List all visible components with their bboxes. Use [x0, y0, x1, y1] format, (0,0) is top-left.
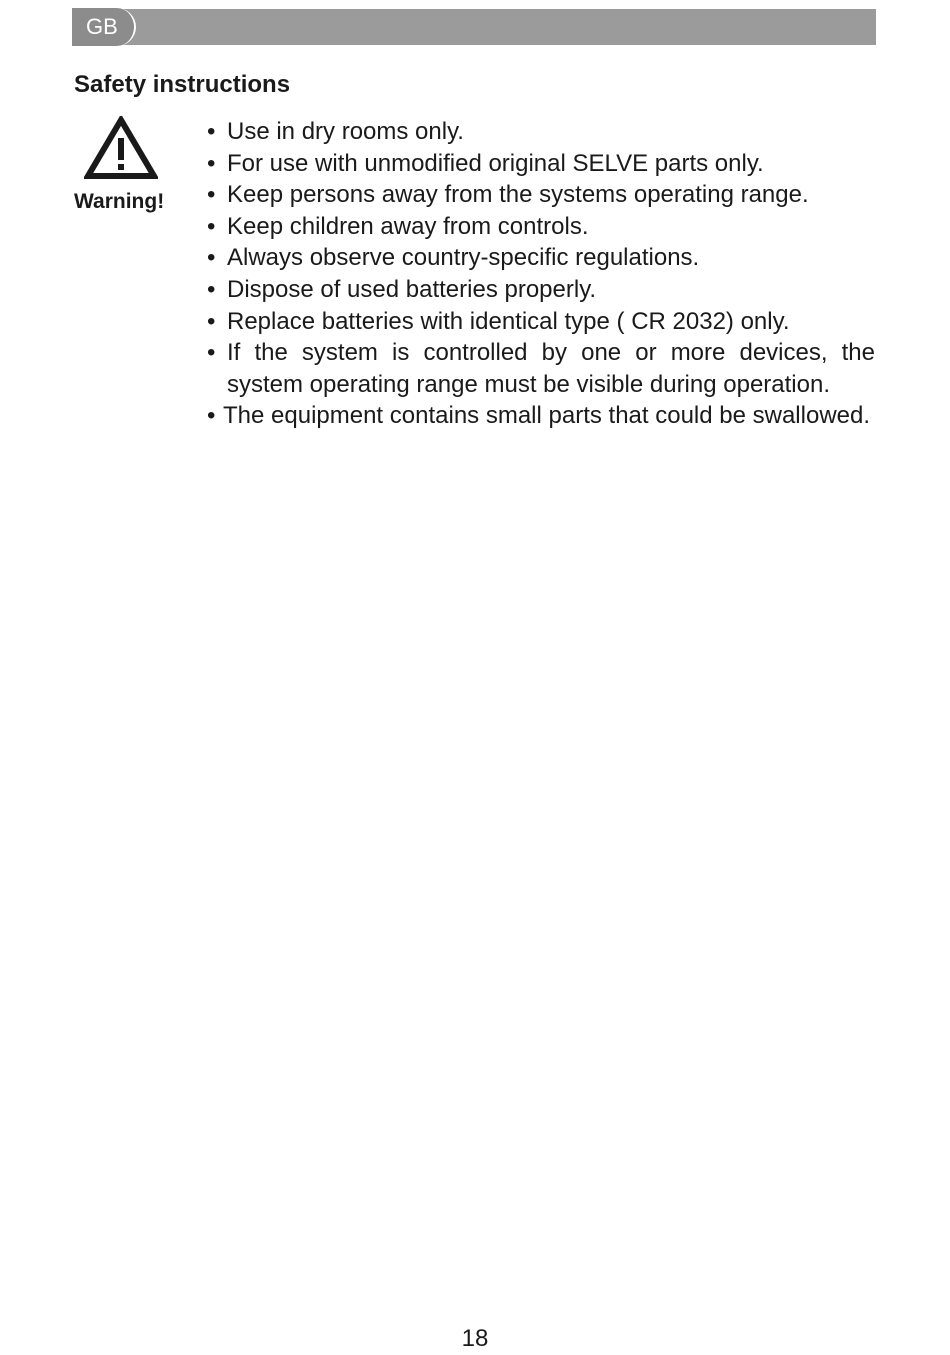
- list-item: [207, 148, 875, 180]
- bullet-glyph: •: [207, 402, 216, 430]
- warning-triangle-icon: [84, 116, 158, 180]
- bullet-glyph: •: [207, 339, 216, 367]
- list-item-text: Use in dry rooms only.: [227, 118, 464, 145]
- list-item: [207, 211, 875, 243]
- list-item-text: For use with unmodified original SELVE parts only.: [227, 149, 764, 177]
- bullet-glyph: •: [207, 275, 216, 303]
- list-item-text: Dispose of used batteries properly.: [227, 275, 597, 303]
- section-title: Safety instructions: [74, 71, 291, 98]
- list-item: [207, 242, 875, 274]
- list-item: [207, 337, 875, 400]
- list-item: [207, 179, 875, 211]
- language-badge: GB: [72, 8, 136, 46]
- list-item-text: Replace batteries with identical type ( CR 2032) only.: [227, 307, 790, 335]
- list-item-text: Always observe country-specific regulations.: [227, 244, 700, 272]
- bullet-glyph: •: [207, 118, 216, 145]
- warning-label: Warning!: [74, 190, 165, 213]
- bullet-glyph: •: [207, 212, 216, 240]
- list-item: [207, 400, 875, 432]
- list-item: [207, 306, 875, 338]
- list-item-text: Keep children away from controls.: [227, 212, 589, 240]
- page-number: 18: [461, 1325, 489, 1352]
- header-bar: [72, 9, 876, 45]
- list-item-text: The equipment contains small parts that could be swallowed.: [223, 402, 871, 430]
- bullet-glyph: •: [207, 307, 216, 335]
- list-item: [207, 274, 875, 306]
- bullet-glyph: •: [207, 149, 216, 177]
- list-item: [207, 116, 875, 148]
- safety-bullet-list: [207, 116, 875, 432]
- list-item-text: Keep persons away from the systems operating range.: [227, 181, 809, 209]
- bullet-glyph: •: [207, 181, 216, 209]
- bullet-glyph: •: [207, 244, 216, 272]
- list-item-text: If the system is controlled by one or more devices, the system operating range must be visible during operation.: [227, 339, 875, 398]
